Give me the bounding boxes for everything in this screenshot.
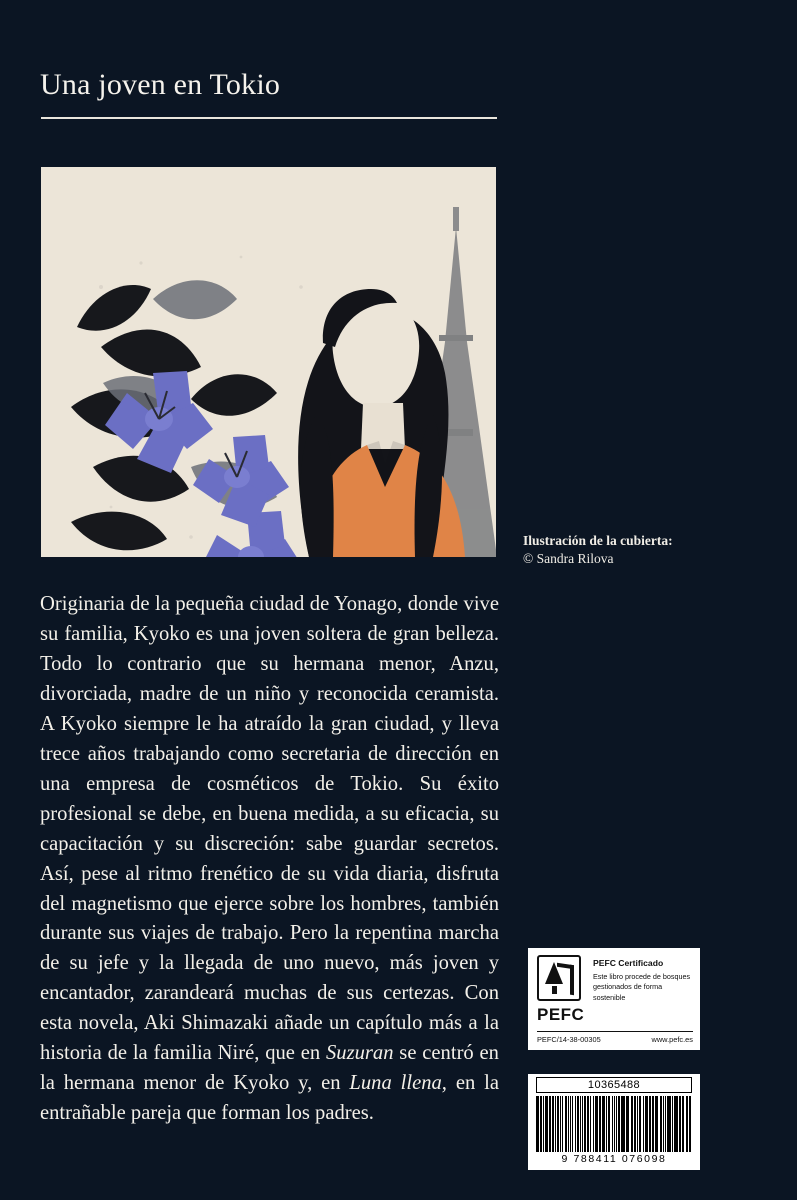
pefc-logo [528, 948, 700, 1050]
credit-value: © Sandra Rilova [523, 551, 614, 567]
illustration-credit [523, 532, 773, 568]
barcode-digits: 9 788411 076098 [561, 1153, 667, 1165]
pefc-mark-icon [537, 955, 581, 1001]
blurb-title-luna-llena: Luna llena, [349, 1072, 447, 1095]
page-title: Una joven en Tokio [40, 68, 281, 101]
blurb-part-3: en la entrañable pareja que forman los padres. [40, 1072, 499, 1125]
pefc-brand: PEFC [537, 1005, 585, 1024]
barcode [528, 1074, 700, 1170]
blurb-text [40, 590, 499, 1129]
pefc-code: PEFC/14-38-00305 [537, 1035, 601, 1044]
blurb-part-2: se centró en la hermana menor de Kyoko y, en [40, 1042, 499, 1095]
cover-artwork [41, 167, 496, 557]
pefc-url: www.pefc.es [651, 1035, 693, 1044]
credit-label: Ilustración de la cubierta: [523, 533, 673, 548]
cover-illustration [41, 167, 496, 557]
pefc-divider [537, 1031, 693, 1032]
pefc-certified-label: PEFC Certificado [593, 958, 664, 968]
blurb-title-suzuran: Suzuran [325, 1042, 394, 1065]
barcode-top-number: 10365488 [536, 1077, 692, 1093]
title-divider [41, 117, 497, 119]
barcode-bars [536, 1096, 692, 1152]
blurb-part-1: Originaria de la pequeña ciudad de Yonago, donde vive su familia, Kyoko es una joven soltera de gran belleza. Todo lo contrario que su hermana menor, Anzu, divorciada, madre de un niño y reconocida ceramista. A Kyoko siempre le ha atraído la gran ciudad, y lleva trece años trabajando como secretaria de dirección en una empresa de cosméticos de Tokio. Su éxito profesional se debe, en buena medida, a su eficacia, su capacitación y su discreción: sabe guardar secretos. Así, pese al ritmo frenético de su vida diaria, disfruta del magnetismo que ejerce sobre los hombres, también durante sus viajes de trabajo. Pero la repentina marcha de su jefe y la llegada de uno nuevo, más joven y encantador, zarandeará muchas de sus certezas. Con esta novela, Aki Shimazaki añade un capítulo más a la historia de la familia Niré, que en [40, 593, 499, 1065]
pefc-description: Este libro procede de bosques gestionados de forma sostenible [593, 972, 691, 1002]
